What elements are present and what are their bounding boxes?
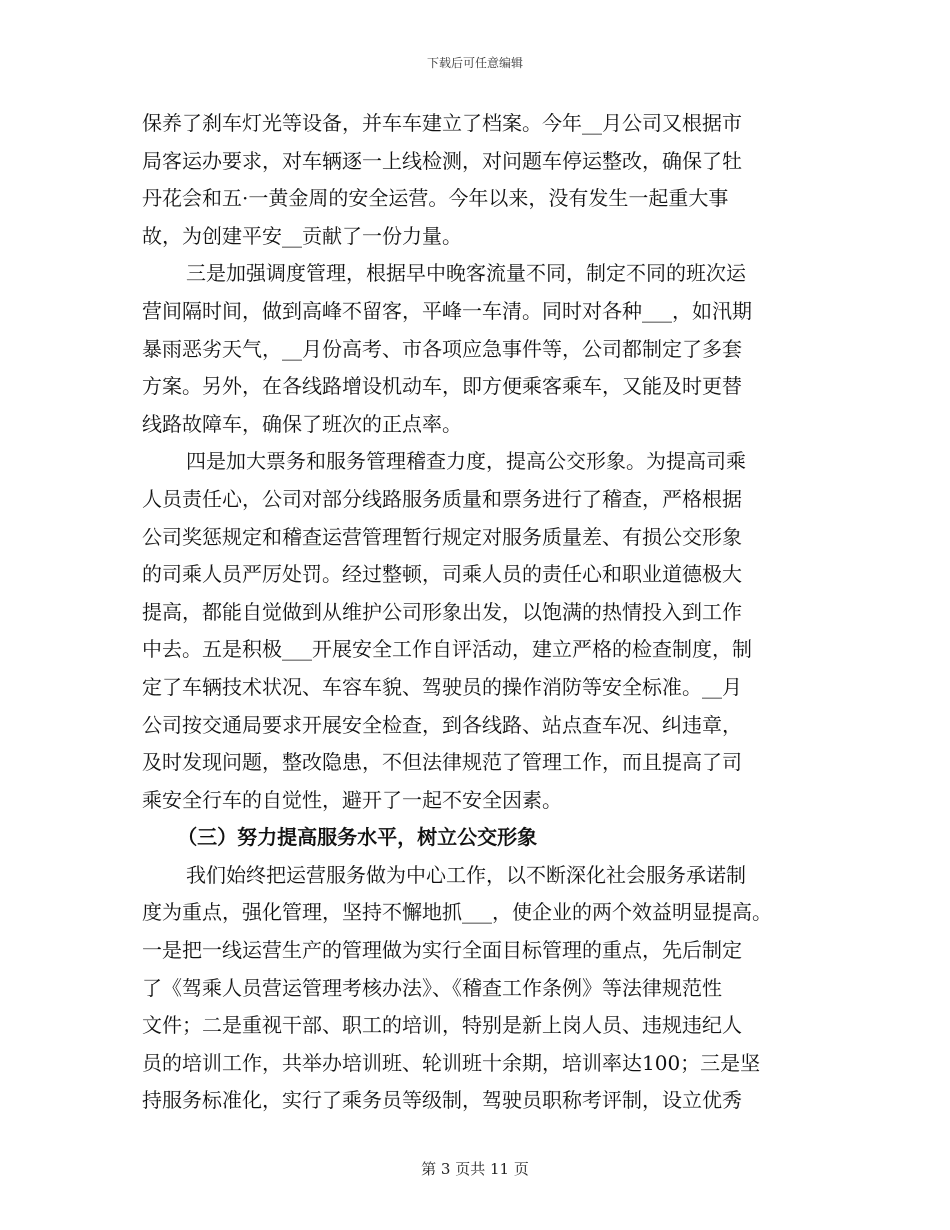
text-line: 公司按交通局要求开展安全检查，到各线路、站点查车况、纠违章， xyxy=(142,712,742,737)
text-line: 保养了刹车灯光等设备，并车车建立了档案。今年__月公司又根据市 xyxy=(142,111,742,135)
text-line: 度为重点，强化管理，坚持不懈地抓___，使企业的两个效益明显提高。 xyxy=(142,900,772,925)
text-line: 及时发现问题，整改隐患，不但法律规范了管理工作，而且提高了司 xyxy=(142,750,742,775)
text-line: 人员责任心，公司对部分线路服务质量和票务进行了稽查，严格根据 xyxy=(142,486,742,511)
text-line: 乘安全行车的自觉性，避开了一起不安全因素。 xyxy=(142,787,562,812)
text-line: 的司乘人员严厉处罚。经过整顿，司乘人员的责任心和职业道德极大 xyxy=(142,562,742,587)
text-line: 三是加强调度管理，根据早中晚客流量不同，制定不同的班次运 xyxy=(186,261,746,286)
text-line: 局客运办要求，对车辆逐一上线检测，对问题车停运整改，确保了牡 xyxy=(142,148,742,173)
page-footer: 第 3 页共 11 页 xyxy=(421,1160,529,1178)
text-line: 文件；二是重视干部、职工的培训，特别是新上岗人员、违规违纪人 xyxy=(142,1013,742,1038)
text-line: 暴雨恶劣天气，__月份高考、市各项应急事件等，公司都制定了多套 xyxy=(142,336,742,361)
text-line: 公司奖惩规定和稽查运营管理暂行规定对服务质量差、有损公交形象 xyxy=(142,524,742,549)
text-line: 中去。五是积极___开展安全工作自评活动，建立严格的检查制度，制 xyxy=(142,637,752,662)
text-line: 丹花会和五·一黄金周的安全运营。今年以来，没有发生一起重大事 xyxy=(142,186,729,211)
text-line: 定了车辆技术状况、车容车貌、驾驶员的操作消防等安全标准。__月 xyxy=(142,674,742,699)
text-line: 四是加大票务和服务管理稽查力度，提高公交形象。为提高司乘 xyxy=(186,449,746,474)
text-line: 一是把一线运营生产的管理做为实行全面目标管理的重点，先后制定 xyxy=(142,938,742,963)
text-line: 营间隔时间，做到高峰不留客，平峰一车清。同时对各种___，如汛期 xyxy=(142,298,752,323)
text-line: 我们始终把运营服务做为中心工作，以不断深化社会服务承诺制 xyxy=(186,862,746,887)
text-line: 线路故障车，确保了班次的正点率。 xyxy=(142,411,462,436)
page-header: 下载后可任意编辑 xyxy=(426,56,523,70)
text-line: 员的培训工作，共举办培训班、轮训班十余期，培训率达100；三是坚 xyxy=(142,1050,761,1075)
text-line: 方案。另外，在各线路增设机动车，即方便乘客乘车，又能及时更替 xyxy=(142,374,742,399)
text-line: 了《驾乘人员营运管理考核办法》、《稽查工作条例》等法律规范性 xyxy=(142,975,722,1000)
section-heading: （三）努力提高服务水平，树立公交形象 xyxy=(177,825,538,850)
document-body xyxy=(142,105,822,1120)
text-line: 持服务标准化，实行了乘务员等级制，驾驶员职称考评制，设立优秀 xyxy=(142,1088,742,1113)
text-line: 故，为创建平安__贡献了一份力量。 xyxy=(142,223,462,248)
text-line: 提高，都能自觉做到从维护公司形象出发，以饱满的热情投入到工作 xyxy=(142,599,742,624)
